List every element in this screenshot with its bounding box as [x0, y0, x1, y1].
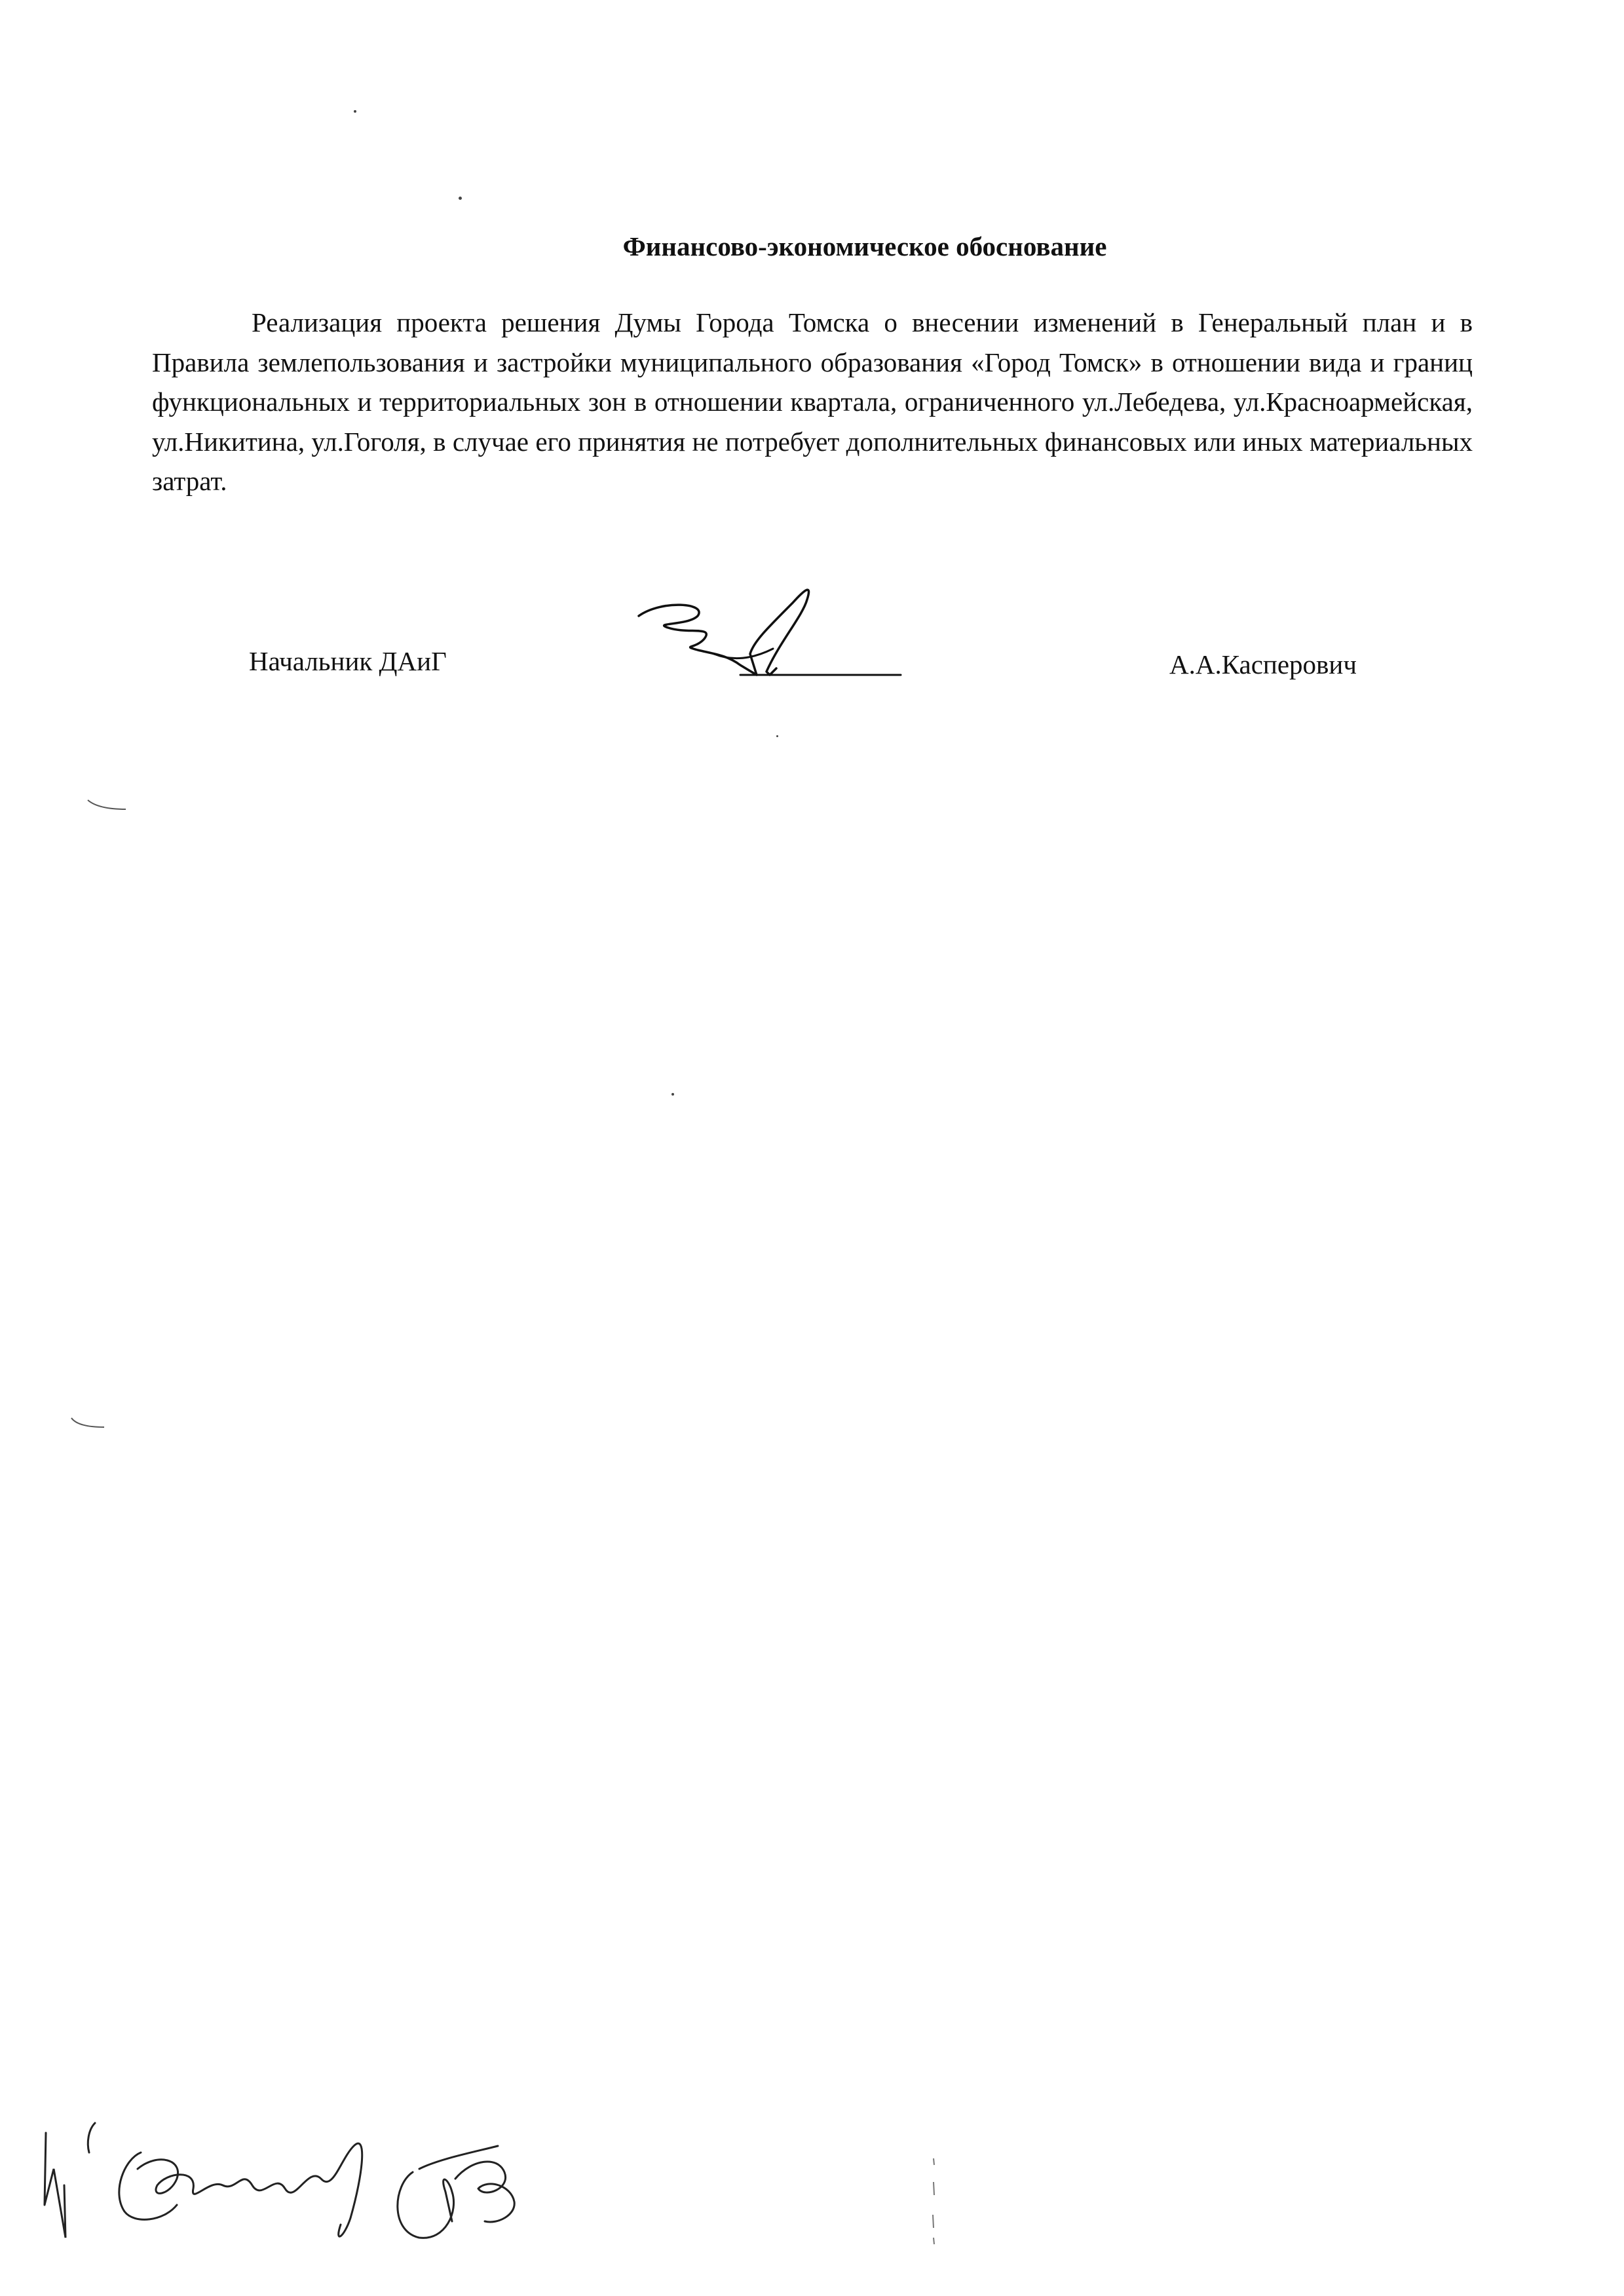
approval-initials [26, 2107, 537, 2257]
signatory-position: Начальник ДАиГ [249, 646, 447, 676]
scan-speck [459, 197, 462, 200]
scan-mark [85, 796, 131, 816]
signatory-name: А.А.Касперович [1169, 649, 1357, 679]
body-paragraph: Реализация проекта решения Думы Города Томска о внесении изменений в Генеральный план и в Правила землепользования и застройки муниципального образования «Город Томск» в отношении вида и границ функциональных и территориальных зон в отношении квартала, ограниченного ул.Лебедева, ул.Красноармейская, ул.Никитина, ул.Гоголя, в случае его принятия не потребует дополнительных финансовых или иных материальных затрат. [152, 307, 1473, 496]
scan-mark [927, 2156, 940, 2248]
scan-mark [69, 1415, 108, 1435]
scan-speck [671, 1093, 674, 1096]
scan-speck [776, 735, 778, 737]
handwritten-signature [635, 577, 904, 695]
document-title: Финансово-экономическое обоснование [622, 231, 1107, 261]
scan-speck [354, 110, 356, 113]
